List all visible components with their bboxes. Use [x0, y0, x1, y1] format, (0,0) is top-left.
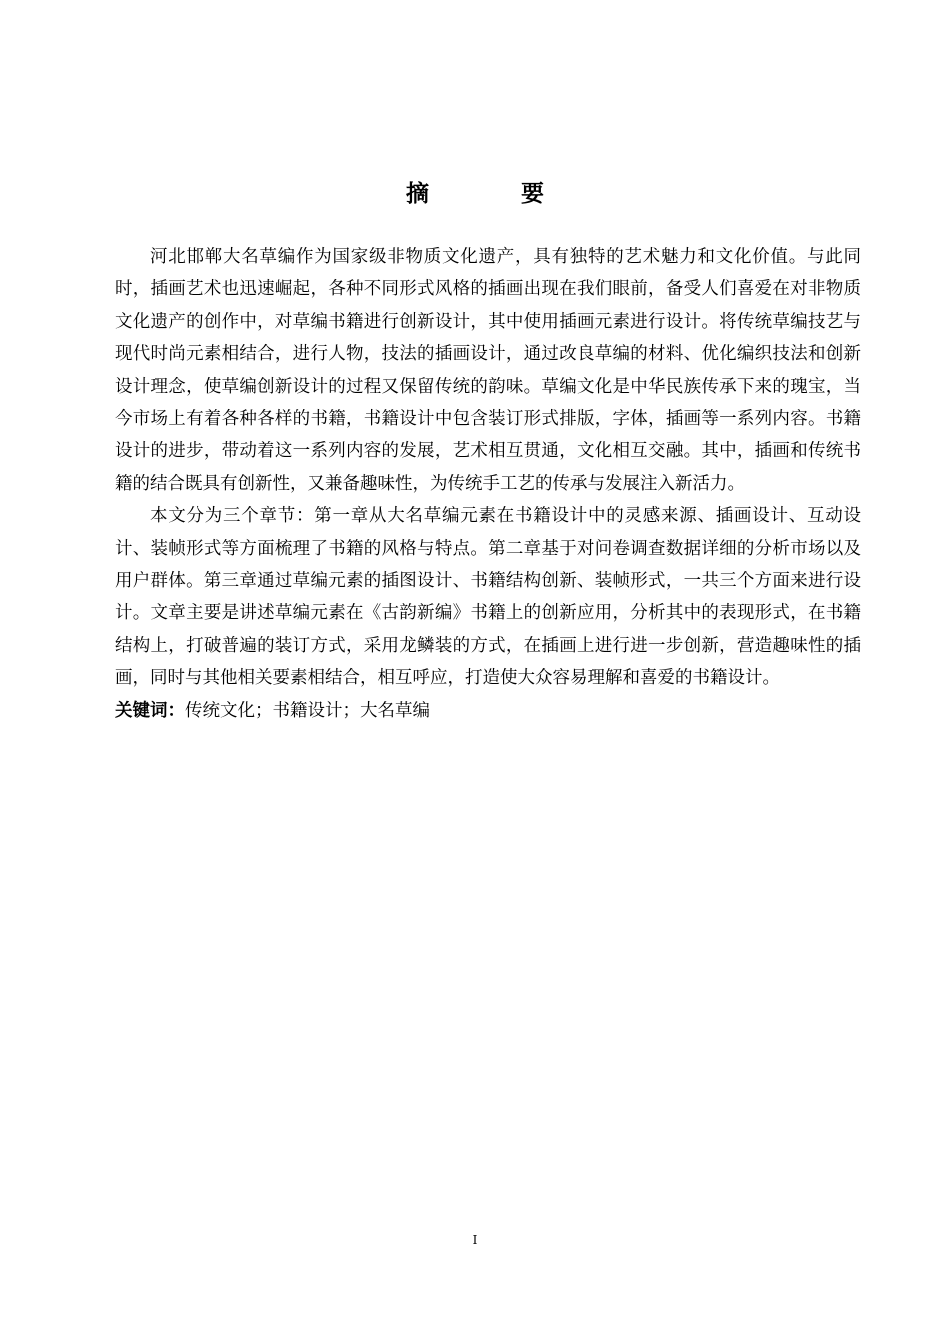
page-number: I	[472, 1233, 478, 1247]
abstract-paragraph-1: 河北邯郸大名草编作为国家级非物质文化遗产，具有独特的艺术魅力和文化价值。与此同时，插画艺术也迅速崛起，各种不同形式风格的插画出现在我们眼前，备受人们喜爱在对非物质文化遗产的创作中，对草编书籍进行创新设计，其中使用插画元素进行设计。将传统草编技艺与现代时尚元素相结合，进行人物，技法的插画设计，通过改良草编的材料、优化编织技法和创新设计理念，使草编创新设计的过程又保留传统的韵味。草编文化是中华民族传承下来的瑰宝，当今市场上有着各种各样的书籍，书籍设计中包含装订形式排版，字体，插画等一系列内容。书籍设计的进步，带动着这一系列内容的发展，艺术相互贯通，文化相互交融。其中，插画和传统书籍的结合既具有创新性，又兼备趣味性，为传统手工艺的传承与发展注入新活力。	[115, 247, 861, 494]
keywords-line	[115, 695, 861, 727]
keywords-label: 关键词：	[115, 700, 185, 721]
page-title: 摘 要	[405, 181, 586, 207]
abstract-body	[115, 241, 861, 727]
abstract-paragraph-2: 本文分为三个章节：第一章从大名草编元素在书籍设计中的灵感来源、插画设计、互动设计、装帧形式等方面梳理了书籍的风格与特点。第二章基于对问卷调查数据详细的分析市场以及用户群体。第三章通过草编元素的插图设计、书籍结构创新、装帧形式，一共三个方面来进行设计。文章主要是讲述草编元素在《古韵新编》书籍上的创新应用，分析其中的表现形式，在书籍结构上，打破普遍的装订方式，采用龙鳞装的方式，在插画上进行进一步创新，营造趣味性的插画，同时与其他相关要素相结合，相互呼应，打造使大众容易理解和喜爱的书籍设计。	[115, 506, 861, 689]
keywords-value: 传统文化；书籍设计；大名草编	[185, 700, 430, 721]
